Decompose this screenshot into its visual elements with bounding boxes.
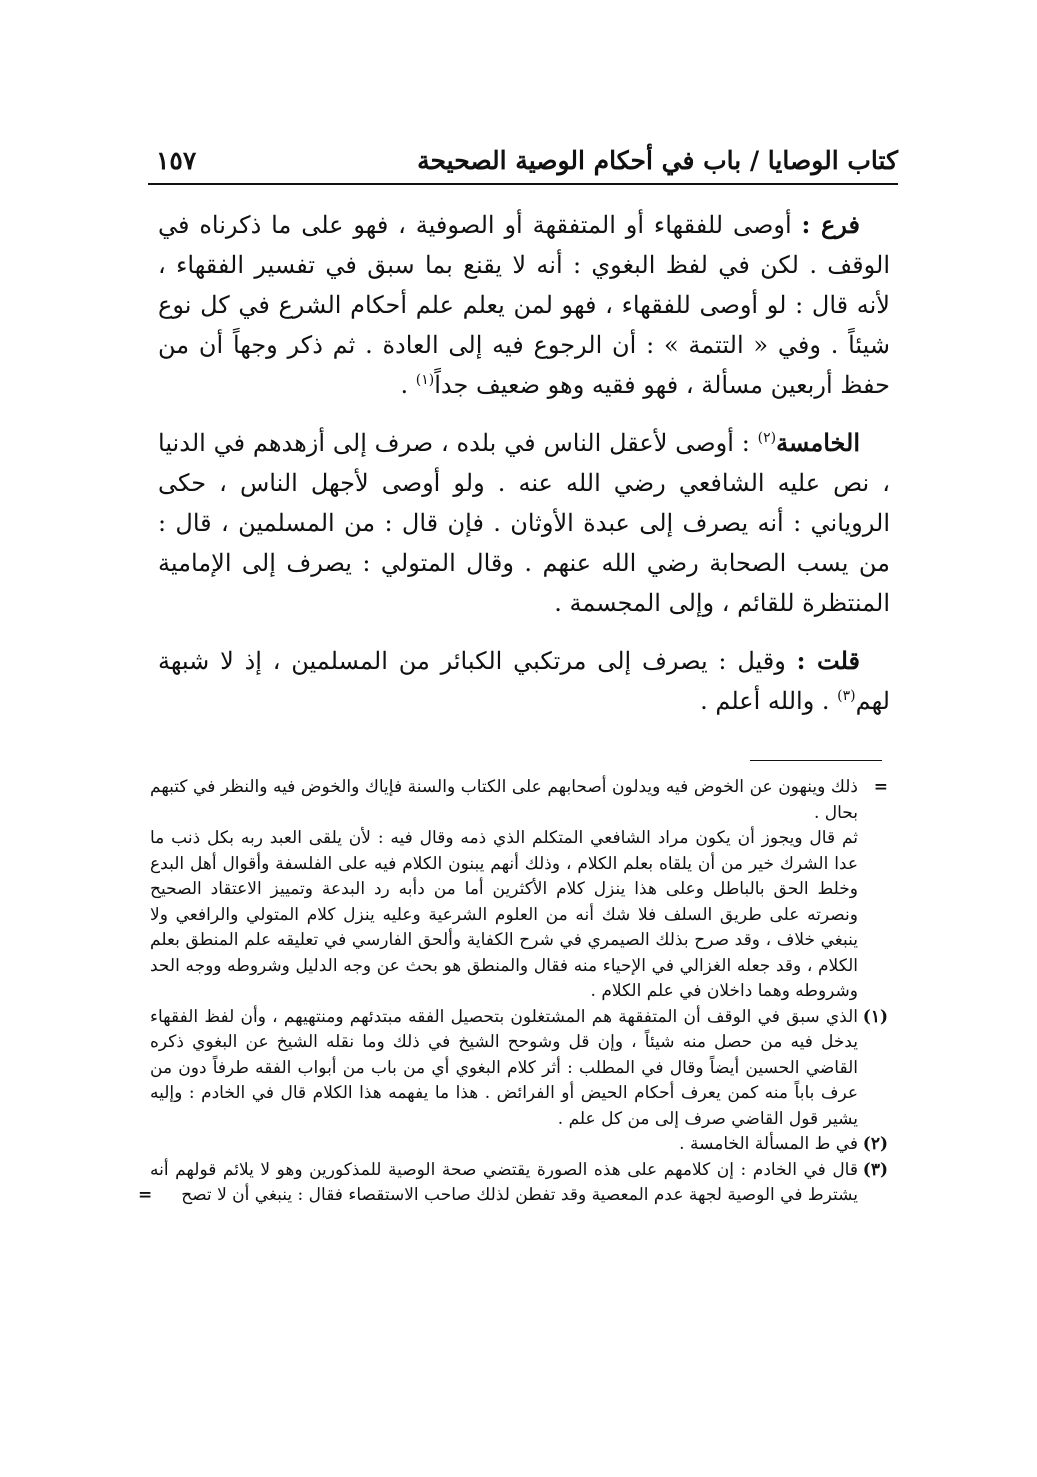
running-header xyxy=(148,146,898,182)
paragraph-body: : أوصى لأعقل الناس في بلده ، صرف إلى أزهدهم في الدنيا ، نص عليه الشافعي رضي الله عنه . ولو أوصى لأجهل الناس ، حكى الروياني : أنه يصرف إلى عبدة الأوثان . فإن قال : من المسلمين ، قال : من يسب الصحابة رضي الله عنهم . وقال المتولي : يصرف إلى الإمامية المنتظرة للقائم ، وإلى المجسمة . xyxy=(158,429,890,617)
footnote-3 xyxy=(138,1158,888,1209)
footnote-number: (٣) xyxy=(862,1159,888,1180)
paragraph-far xyxy=(158,205,890,405)
footnote-ref: (٢) xyxy=(757,430,777,446)
header-divider xyxy=(148,183,898,185)
paragraph-end: . والله أعلم . xyxy=(700,687,838,715)
footnote-2 xyxy=(150,1132,888,1158)
footnote-number: (١) xyxy=(862,1006,888,1027)
footnote-number: (٢) xyxy=(862,1134,888,1154)
paragraph-lead: فرع : xyxy=(801,210,860,239)
paragraph-body: وقيل : يصرف إلى مرتكبي الكبائر من المسلمين ، إذ لا شبهة لهم xyxy=(158,647,890,715)
continuation-mark: = xyxy=(138,1185,153,1205)
paragraph-lead: الخامسة xyxy=(776,428,860,457)
chapter-title: كتاب الوصايا / باب في أحكام الوصية الصحيحة xyxy=(417,146,898,175)
footnote-text: قال في الخادم : إن كلامهم على هذه الصورة يقتضي صحة الوصية للمذكورين وهو لا يلائم قولهم أنه يشترط في الوصية لجهة عدم المعصية وقد تفطن لذلك صاحب الاستقصاء فقال : ينبغي أن لا تصح xyxy=(150,1159,858,1205)
footnote-continuation xyxy=(150,775,888,1005)
footnote-divider xyxy=(750,760,882,761)
footnote-text: في ط المسألة الخامسة . xyxy=(679,1134,858,1154)
paragraph-qultu xyxy=(158,641,890,721)
continuation-mark: = xyxy=(873,777,888,797)
main-text xyxy=(158,205,890,739)
paragraph-lead: قلت : xyxy=(796,646,861,675)
footnote-ref: (٣) xyxy=(837,688,856,704)
footnote-ref: (١) xyxy=(415,372,435,388)
footnote-text: ذلك وينهون عن الخوض فيه ويدلون أصحابهم على الكتاب والسنة فإياك والخوض فيه والنظر في كتبهم بحال . xyxy=(150,777,858,823)
footnote-1 xyxy=(150,1005,888,1133)
page-number: ١٥٧ xyxy=(156,146,197,175)
footnotes xyxy=(138,775,888,1209)
paragraph-body: أوصى للفقهاء أو المتفقهة أو الصوفية ، فهو على ما ذكرناه في الوقف . لكن في لفظ البغوي : أنه لا يقنع بما سبق في تفسير الفقهاء ، لأنه قال : لو أوصى للفقهاء ، فهو لمن يعلم علم أحكام الشرع في كل نوع شيئاً . وفي « التتمة » : أن الرجوع فيه إلى العادة . ثم ذكر وجهاً أن من حفظ أربعين مسألة ، فهو فقيه وهو ضعيف جداً xyxy=(158,211,890,399)
footnote-text: ثم قال ويجوز أن يكون مراد الشافعي المتكلم الذي ذمه وقال فيه : لأن يلقى العبد ربه بكل ذنب ما عدا الشرك خير من أن يلقاه بعلم الكلام ، وذلك أنهم يبنون الكلام فيه على الفلسفة وأقوال أهل البدع وخلط الحق بالباطل وعلى هذا ينزل كلام الأكثرين أما من دأبه رد البدعة وتمييز الاعتقاد الصحيح ونصرته على طريق السلف فلا شك أنه من العلوم الشرعية وعليه ينزل كلام المتولي والرافعي ولا ينبغي خلاف ، وقد صرح بذلك الصيمري في شرح الكفاية وألحق الفارسي في تعليقه علم المنطق بعلم الكلام ، وقد جعله الغزالي في الإحياء منه فقال والمنطق هو بحث عن وجه الدليل وشروطه ووجه الحد وشروطه وهما داخلان في علم الكلام . xyxy=(150,828,858,1001)
paragraph-khamisa xyxy=(158,423,890,623)
footnote-text: الذي سبق في الوقف أن المتفقهة هم المشتغلون بتحصيل الفقه مبتدئهم ومنتهيهم ، وأن لفظ الفقهاء يدخل فيه من حصل منه شيئاً ، وإن قل وشوحح الشيخ في ذلك وما نقله الشيخ عن البغوي ذكره القاضي الحسين أيضاً وقال في المطلب : أثر كلام البغوي أي من باب من أبواب الفقه طرفاً دون من عرف باباً منه كمن يعرف أحكام الحيض أو الفرائض . هذا ما يفهمه هذا الكلام قال في الخادم : وإليه يشير قول القاضي صرف إلى من كل علم . xyxy=(150,1006,858,1129)
paragraph-end: . xyxy=(400,371,416,399)
